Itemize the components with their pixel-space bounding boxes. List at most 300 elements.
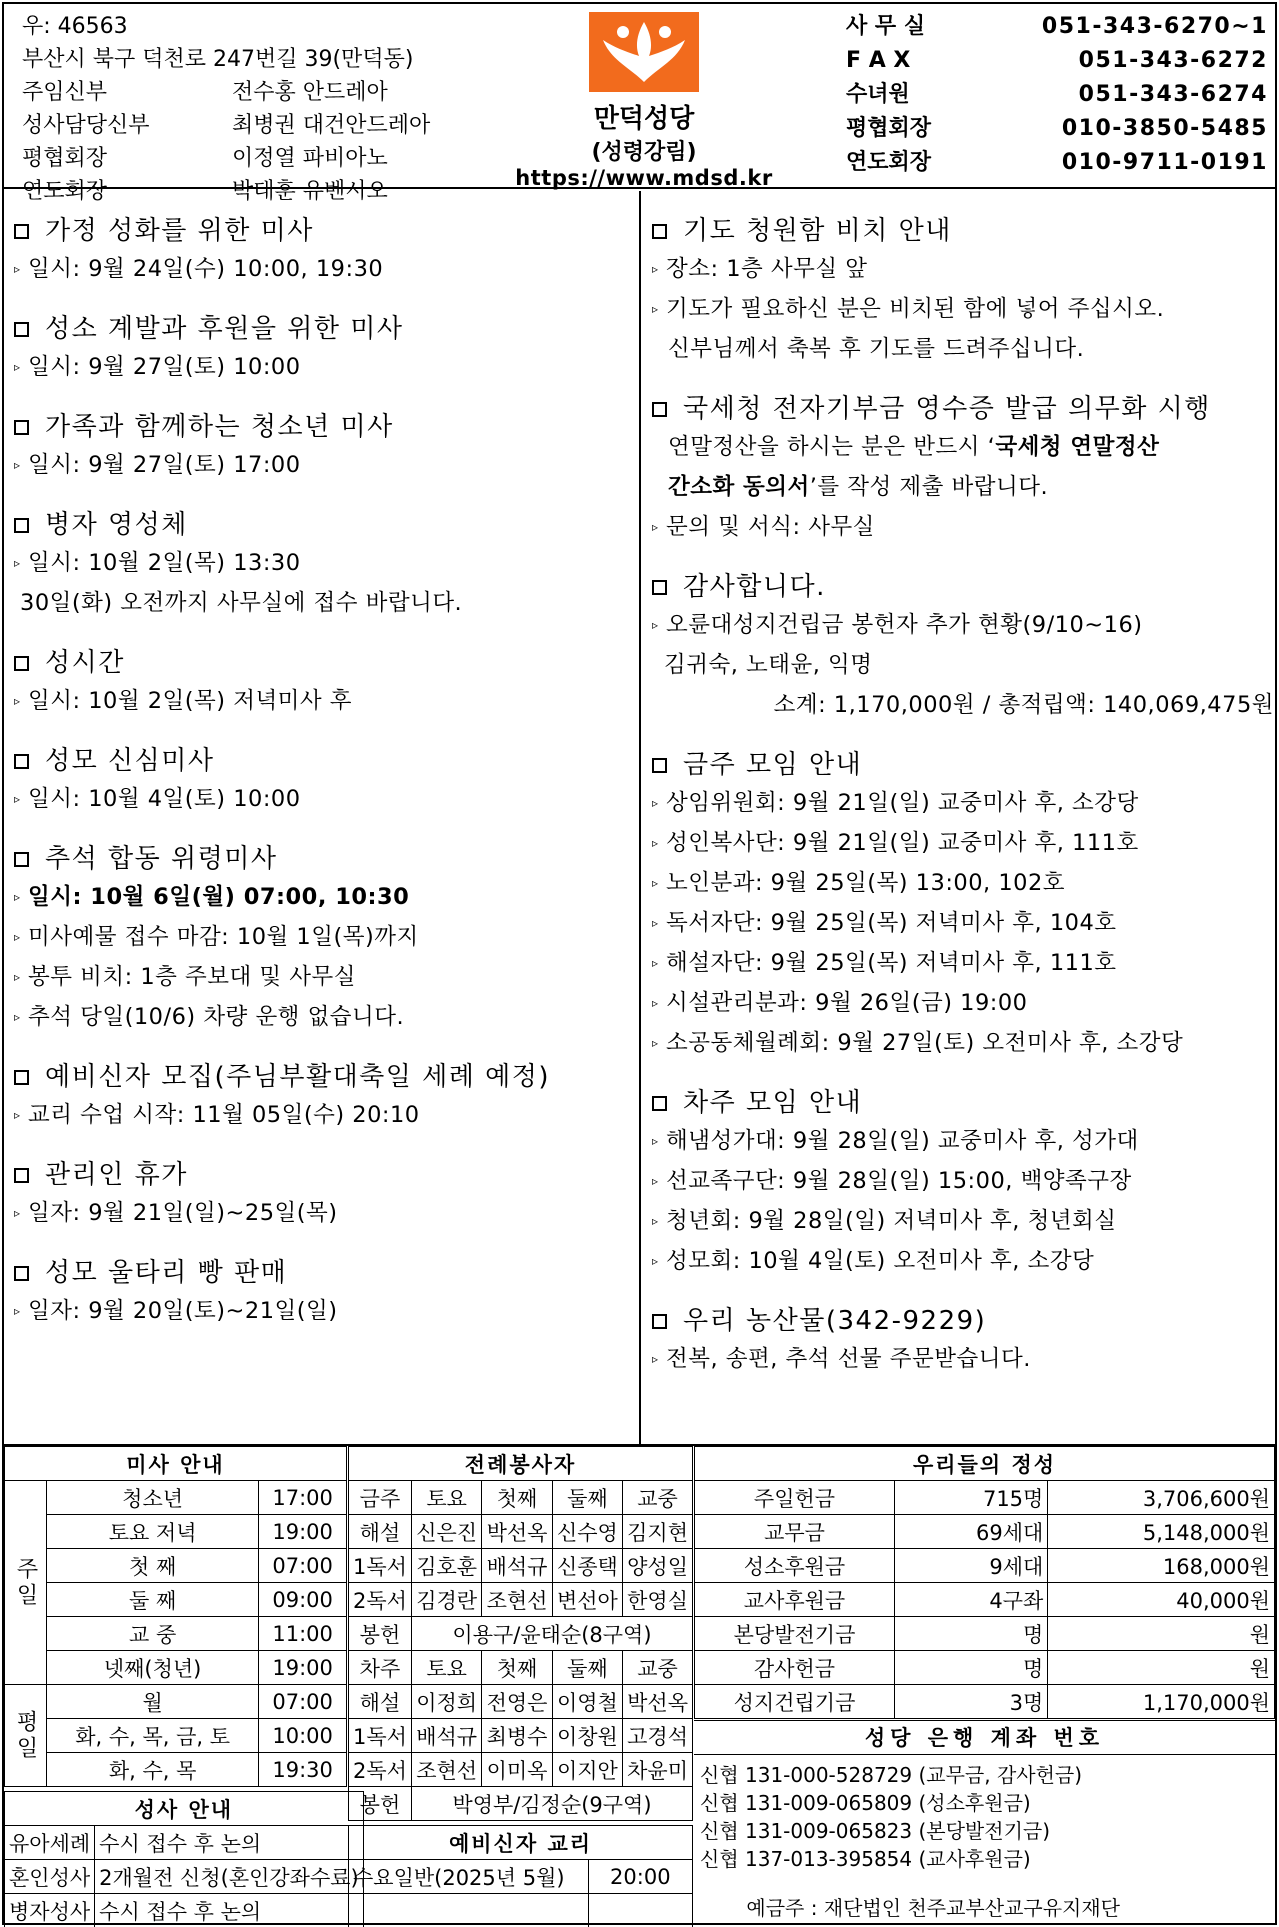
notice-line-text: 간소화 동의서’를 작성 제출 바랍니다. — [668, 474, 1049, 500]
notice-line — [652, 249, 1274, 289]
servers-row — [349, 1549, 693, 1583]
offerings-title: 우리들의 정성 — [695, 1447, 1275, 1481]
mass-time: 10:00 — [259, 1719, 347, 1753]
bullet-triangle-icon: ▹ — [14, 1206, 21, 1220]
notice-section — [14, 213, 634, 289]
notice-title — [652, 391, 1274, 427]
server-name: 이미옥 — [482, 1753, 552, 1787]
notice-line-text: 일시: 9월 27일(토) 10:00 — [28, 354, 301, 380]
notice-line — [14, 917, 634, 957]
bullet-triangle-icon: ▹ — [652, 916, 659, 930]
bullet-triangle-icon: ▹ — [652, 262, 659, 276]
bullet-triangle-icon: ▹ — [652, 1254, 659, 1268]
notice-line — [14, 445, 634, 485]
bullet-triangle-icon: ▹ — [652, 836, 659, 850]
offering-count: 715명 — [895, 1481, 1048, 1515]
notice-title — [652, 213, 1274, 249]
mass-row — [5, 1583, 347, 1617]
offering-amount: 원 — [1048, 1617, 1275, 1651]
notice-title — [14, 311, 634, 347]
catechism-row — [349, 1894, 693, 1927]
offerings-table — [694, 1446, 1275, 1719]
notice-line — [14, 347, 634, 387]
checkbox-square-icon — [14, 322, 29, 337]
offering-names: 박영부/김정순(9구역) — [411, 1787, 692, 1821]
notice-title-text: 우리 농산물(342-9229) — [683, 1306, 987, 1336]
checkbox-square-icon — [14, 754, 29, 769]
offering-count: 명 — [895, 1617, 1048, 1651]
parish-info-value: 전수홍 안드레아 — [232, 80, 388, 105]
servers-header-row — [349, 1481, 693, 1515]
servers-header-row — [349, 1651, 693, 1685]
notice-line — [652, 1023, 1274, 1063]
sacrament-name: 병자성사 — [5, 1894, 95, 1927]
offering-amount: 168,000원 — [1048, 1549, 1275, 1583]
notice-title-text: 성소 계발과 후원을 위한 미사 — [45, 314, 404, 344]
bullet-triangle-icon: ▹ — [652, 956, 659, 970]
bullet-triangle-icon: ▹ — [652, 876, 659, 890]
parish-subtitle: (성령강림) — [591, 140, 697, 165]
offering-row — [695, 1549, 1275, 1583]
notice-line — [652, 289, 1274, 329]
offering-count: 명 — [895, 1651, 1048, 1685]
offering-row — [695, 1481, 1275, 1515]
notice-line-text: 미사예물 접수 마감: 10월 1일(목)까지 — [28, 924, 419, 950]
contact-label: F A X — [846, 48, 911, 73]
parish-info-row — [22, 76, 430, 109]
contact-number[interactable]: 010-9711-0191 — [1061, 150, 1268, 175]
bullet-triangle-icon: ▹ — [652, 1174, 659, 1188]
checkbox-square-icon — [14, 518, 29, 533]
weekday-label: 평일 — [5, 1685, 47, 1787]
notice-title — [652, 1303, 1274, 1339]
offering-row — [695, 1651, 1275, 1685]
notice-line-text: 전복, 송편, 추석 선물 주문받습니다. — [666, 1346, 1031, 1372]
server-name: 배석규 — [411, 1719, 481, 1753]
sacrament-name: 유아세례 — [5, 1826, 95, 1860]
parish-logo — [509, 12, 779, 190]
notice-line-text: 장소: 1층 사무실 앞 — [666, 256, 868, 282]
offering-row — [695, 1583, 1275, 1617]
sacrament-row — [5, 1826, 364, 1860]
notice-line — [652, 1201, 1274, 1241]
parish-info-row — [22, 10, 430, 43]
bullet-triangle-icon: ▹ — [14, 970, 21, 984]
server-name: 차윤미 — [623, 1753, 693, 1787]
catechism-title: 예비신자 교리 — [349, 1826, 693, 1860]
notice-column-right — [652, 213, 1274, 1401]
bank-holder: 예금주 : 재단법인 천주교부산교구유지재단 — [746, 1896, 1120, 1920]
parish-info-label: 성사담당신부 — [22, 113, 150, 138]
bullet-triangle-icon: ▹ — [14, 694, 21, 708]
notice-line — [14, 1193, 634, 1233]
mass-name: 월 — [46, 1685, 258, 1719]
notice-title-text: 감사합니다. — [683, 572, 826, 602]
servers-header-cell: 토요 — [411, 1481, 481, 1515]
notice-section — [14, 645, 634, 721]
servers-header-cell: 둘째 — [552, 1651, 622, 1685]
server-name: 신수영 — [552, 1515, 622, 1549]
notice-line — [14, 957, 634, 997]
servers-row — [349, 1685, 693, 1719]
notice-title-text: 관리인 휴가 — [45, 1160, 188, 1190]
notice-line-text: 일시: 9월 27일(토) 17:00 — [28, 452, 301, 478]
server-role: 2독서 — [349, 1753, 412, 1787]
offering-label: 봉헌 — [349, 1787, 412, 1821]
sacrament-name: 혼인성사 — [5, 1860, 95, 1894]
notice-line-text: 해냄성가대: 9월 28일(일) 교중미사 후, 성가대 — [666, 1128, 1139, 1154]
mass-time: 19:30 — [259, 1753, 347, 1787]
liturgy-servers-title: 전례봉사자 — [349, 1447, 693, 1481]
notice-section — [14, 1255, 634, 1331]
notice-line-text: 일시: 10월 2일(목) 저녁미사 후 — [28, 688, 353, 714]
notice-line — [652, 427, 1274, 467]
sacrament-title: 성사 안내 — [5, 1792, 364, 1826]
checkbox-square-icon — [14, 420, 29, 435]
offering-count: 4구좌 — [895, 1583, 1048, 1617]
offering-label: 봉헌 — [349, 1617, 412, 1651]
notice-section — [652, 1085, 1274, 1281]
checkbox-square-icon — [14, 1266, 29, 1281]
notice-section — [652, 1303, 1274, 1379]
server-name: 최병수 — [482, 1719, 552, 1753]
offering-type: 교사후원금 — [695, 1583, 895, 1617]
notice-line-text: 선교족구단: 9월 28일(일) 15:00, 백양족구장 — [666, 1168, 1132, 1194]
server-name: 박선옥 — [482, 1515, 552, 1549]
mass-row — [5, 1515, 347, 1549]
notice-line-text: 소공동체월례회: 9월 27일(토) 오전미사 후, 소강당 — [666, 1030, 1184, 1056]
contact-label: 사 무 실 — [846, 14, 926, 39]
notice-line — [652, 1161, 1274, 1201]
bank-account-line: 신협 131-009-065809 (성소후원금) — [700, 1791, 1031, 1815]
bullet-triangle-icon: ▹ — [652, 1134, 659, 1148]
bullet-triangle-icon: ▹ — [14, 1010, 21, 1024]
parish-info-row — [22, 109, 430, 142]
mass-time: 07:00 — [259, 1685, 347, 1719]
mass-name: 청소년 — [46, 1481, 258, 1515]
servers-header-cell: 첫째 — [482, 1481, 552, 1515]
notice-section — [14, 507, 634, 623]
parish-info-row — [22, 43, 430, 76]
server-name: 박선옥 — [623, 1685, 693, 1719]
server-name: 조현선 — [411, 1753, 481, 1787]
notice-line — [652, 823, 1274, 863]
parish-info — [22, 10, 430, 208]
bullet-triangle-icon: ▹ — [14, 360, 21, 374]
column-divider — [639, 191, 641, 1444]
notice-column-left — [14, 213, 634, 1353]
notice-title — [14, 1157, 634, 1193]
mass-schedule-table — [4, 1446, 347, 1787]
bullet-triangle-icon: ▹ — [14, 1304, 21, 1318]
servers-header-cell: 교중 — [623, 1651, 693, 1685]
server-name: 이영철 — [552, 1685, 622, 1719]
notice-line-text: 소계: 1,170,000원 / 총적립액: 140,069,475원 — [773, 692, 1274, 718]
bullet-triangle-icon: ▹ — [14, 262, 21, 276]
servers-header-cell: 차주 — [349, 1651, 412, 1685]
notice-line — [652, 645, 1274, 685]
notice-line-text: 김귀숙, 노태윤, 익명 — [664, 652, 873, 678]
catechism-class — [349, 1894, 589, 1927]
offering-amount: 원 — [1048, 1651, 1275, 1685]
server-role: 1독서 — [349, 1549, 412, 1583]
parish-info-value: 최병권 대건안드레아 — [232, 113, 431, 138]
contact-row — [846, 146, 1268, 180]
contact-number[interactable]: 051-343-6272 — [1078, 48, 1268, 73]
mass-time: 19:00 — [259, 1651, 347, 1685]
bulletin-header — [4, 4, 1275, 204]
checkbox-square-icon — [14, 656, 29, 671]
contact-number[interactable]: 010-3850-5485 — [1061, 116, 1268, 141]
notice-title-text: 성시간 — [45, 648, 125, 678]
notice-line — [14, 249, 634, 289]
servers-header-cell: 둘째 — [552, 1481, 622, 1515]
offering-names: 이용구/윤태순(8구역) — [411, 1617, 692, 1651]
server-name: 조현선 — [482, 1583, 552, 1617]
contact-row — [846, 78, 1268, 112]
notice-line-text: 청년회: 9월 28일(일) 저녁미사 후, 청년회실 — [666, 1208, 1117, 1234]
notice-line-text: 일시: 9월 24일(수) 10:00, 19:30 — [28, 256, 384, 282]
servers-header-cell: 금주 — [349, 1481, 412, 1515]
notice-section — [14, 743, 634, 819]
mass-name: 첫 째 — [46, 1549, 258, 1583]
notice-line-text: 일자: 9월 20일(토)~21일(일) — [28, 1298, 338, 1324]
notice-line-text: 일자: 9월 21일(일)~25일(목) — [28, 1200, 338, 1226]
bank-account-line: 신협 131-009-065823 (본당발전기금) — [700, 1819, 1051, 1843]
server-name: 이지안 — [552, 1753, 622, 1787]
mass-name: 화, 수, 목, 금, 토 — [46, 1719, 258, 1753]
contact-label: 평협회장 — [846, 116, 932, 141]
bullet-triangle-icon: ▹ — [652, 1036, 659, 1050]
notice-line-text: 추석 당일(10/6) 차량 운행 없습니다. — [28, 1004, 405, 1030]
contact-number[interactable]: 051-343-6270~1 — [1041, 14, 1268, 39]
offering-type: 성지건립기금 — [695, 1685, 895, 1719]
bullet-triangle-icon: ▹ — [14, 556, 21, 570]
notice-line-text: 연말정산을 하시는 분은 반드시 ‘국세청 연말정산 — [668, 434, 1160, 460]
offering-count: 9세대 — [895, 1549, 1048, 1583]
parish-url[interactable]: https://www.mdsd.kr — [515, 166, 773, 190]
offering-type: 본당발전기금 — [695, 1617, 895, 1651]
mass-time: 07:00 — [259, 1549, 347, 1583]
contact-row — [846, 10, 1268, 44]
notice-section — [14, 311, 634, 387]
offering-amount: 40,000원 — [1048, 1583, 1275, 1617]
notice-line-text: 독서자단: 9월 25일(목) 저녁미사 후, 104호 — [666, 910, 1117, 936]
catechism-class: 수요일반(2025년 5월) — [349, 1860, 589, 1894]
notice-section — [14, 841, 634, 1037]
offering-row — [695, 1515, 1275, 1549]
offering-type: 주일헌금 — [695, 1481, 895, 1515]
notice-title-text: 추석 합동 위령미사 — [45, 844, 278, 874]
mass-time: 09:00 — [259, 1583, 347, 1617]
notice-section — [14, 1157, 634, 1233]
mass-row — [5, 1617, 347, 1651]
notice-title-text: 국세청 전자기부금 영수증 발급 의무화 시행 — [683, 394, 1211, 424]
bullet-triangle-icon: ▹ — [14, 930, 21, 944]
server-name: 양성일 — [623, 1549, 693, 1583]
catechism-time: 20:00 — [588, 1860, 692, 1894]
server-name: 이창원 — [552, 1719, 622, 1753]
notice-title — [14, 507, 634, 543]
notice-title-text: 성모 울타리 빵 판매 — [45, 1258, 288, 1288]
servers-offering-row — [349, 1617, 693, 1651]
notice-line — [652, 783, 1274, 823]
contact-label: 연도회장 — [846, 150, 932, 175]
offering-amount: 5,148,000원 — [1048, 1515, 1275, 1549]
mass-time: 17:00 — [259, 1481, 347, 1515]
checkbox-square-icon — [652, 1314, 667, 1329]
server-name: 변선아 — [552, 1583, 622, 1617]
mass-row — [5, 1719, 347, 1753]
notice-line — [14, 1291, 634, 1331]
bank-account-box — [694, 1720, 1275, 1927]
parish-info-value: 박태훈 유벤시오 — [232, 179, 388, 204]
notice-title-text: 성모 신심미사 — [45, 746, 215, 776]
notice-line — [652, 329, 1274, 369]
bullet-triangle-icon: ▹ — [652, 302, 659, 316]
checkbox-square-icon — [652, 758, 667, 773]
notice-line-text: 기도가 필요하신 분은 비치된 함에 넣어 주십시오. — [666, 296, 1165, 322]
notice-title-text: 예비신자 모집(주님부활대축일 세례 예정) — [45, 1062, 551, 1092]
bullet-triangle-icon: ▹ — [652, 1352, 659, 1366]
checkbox-square-icon — [14, 224, 29, 239]
server-name: 김호훈 — [411, 1549, 481, 1583]
offering-type: 감사헌금 — [695, 1651, 895, 1685]
bank-account-line: 신협 137-013-395854 (교사후원금) — [700, 1847, 1031, 1871]
bullet-triangle-icon: ▹ — [652, 996, 659, 1010]
contact-number[interactable]: 051-343-6274 — [1078, 82, 1268, 107]
notice-section — [652, 213, 1274, 369]
notice-title-text: 가족과 함께하는 청소년 미사 — [45, 412, 394, 442]
mass-row — [5, 1685, 347, 1719]
mass-row — [5, 1481, 347, 1515]
server-name: 배석규 — [482, 1549, 552, 1583]
bank-account-line: 신협 131-000-528729 (교무금, 감사헌금) — [700, 1763, 1083, 1787]
bullet-triangle-icon: ▹ — [652, 796, 659, 810]
notice-line-text: 상임위원회: 9월 21일(일) 교중미사 후, 소강당 — [666, 790, 1139, 816]
server-name: 한영실 — [623, 1583, 693, 1617]
bullet-triangle-icon: ▹ — [14, 890, 21, 904]
servers-header-cell: 교중 — [623, 1481, 693, 1515]
sunday-label: 주일 — [5, 1481, 47, 1685]
notice-line-text: 봉투 비치: 1층 주보대 및 사무실 — [28, 964, 356, 990]
dove-flame-logo-icon — [589, 12, 699, 92]
notice-line-text: 문의 및 서식: 사무실 — [666, 514, 875, 540]
notice-line — [14, 1095, 634, 1135]
parish-info-label: 주임신부 — [22, 80, 108, 105]
contact-row — [846, 44, 1268, 78]
contact-row — [846, 112, 1268, 146]
notice-line-text: 노인분과: 9월 25일(목) 13:00, 102호 — [666, 870, 1066, 896]
sacrament-row — [5, 1894, 364, 1927]
catechism-row — [349, 1860, 693, 1894]
notice-title — [14, 1059, 634, 1095]
mass-name: 넷째(청년) — [46, 1651, 258, 1685]
server-name: 이정희 — [411, 1685, 481, 1719]
notice-line — [652, 983, 1274, 1023]
notice-title-text: 기도 청원함 비치 안내 — [683, 216, 952, 246]
notice-title — [14, 841, 634, 877]
notice-line-text: 일시: 10월 2일(목) 13:30 — [28, 550, 301, 576]
notice-line-text: 오륜대성지건립금 봉헌자 추가 현황(9/10~16) — [666, 612, 1143, 638]
offering-amount: 1,170,000원 — [1048, 1685, 1275, 1719]
bullet-triangle-icon: ▹ — [652, 520, 659, 534]
notice-line — [14, 997, 634, 1037]
notice-line — [14, 583, 634, 623]
notice-line — [652, 943, 1274, 983]
parish-info-label: 우: 46563 — [22, 14, 128, 39]
notice-line — [14, 877, 634, 917]
bullet-triangle-icon: ▹ — [14, 1108, 21, 1122]
mass-name: 토요 저녁 — [46, 1515, 258, 1549]
notice-line — [652, 863, 1274, 903]
bullet-triangle-icon: ▹ — [652, 1214, 659, 1228]
checkbox-square-icon — [652, 580, 667, 595]
mass-name: 교 중 — [46, 1617, 258, 1651]
bank-account-list — [694, 1755, 1275, 1873]
catechism-time — [588, 1894, 692, 1927]
bullet-triangle-icon: ▹ — [652, 618, 659, 632]
servers-offering-row — [349, 1787, 693, 1821]
notice-line — [652, 1241, 1274, 1281]
mass-time: 11:00 — [259, 1617, 347, 1651]
servers-header-cell: 토요 — [411, 1651, 481, 1685]
notice-line-text: 교리 수업 시작: 11월 05일(수) 20:10 — [28, 1102, 420, 1128]
notice-title — [652, 569, 1274, 605]
notice-line — [652, 685, 1274, 725]
parish-info-label: 평협회장 — [22, 146, 108, 171]
notice-title-text: 가정 성화를 위한 미사 — [45, 216, 314, 246]
bulletin-page — [2, 2, 1277, 1925]
notice-title — [14, 743, 634, 779]
offering-count: 69세대 — [895, 1515, 1048, 1549]
notice-line-text: 30일(화) 오전까지 사무실에 접수 바랍니다. — [20, 590, 463, 616]
offering-amount: 3,706,600원 — [1048, 1481, 1275, 1515]
notice-title — [652, 1085, 1274, 1121]
offering-type: 교무금 — [695, 1515, 895, 1549]
checkbox-square-icon — [652, 1096, 667, 1111]
notice-line — [652, 605, 1274, 645]
mass-name: 화, 수, 목 — [46, 1753, 258, 1787]
notice-line — [14, 681, 634, 721]
sacrament-note: 수시 접수 후 논의 — [95, 1826, 364, 1860]
parish-info-value: 이정열 파비아노 — [232, 146, 388, 171]
bullet-triangle-icon: ▹ — [14, 792, 21, 806]
mass-time: 19:00 — [259, 1515, 347, 1549]
notice-title — [14, 409, 634, 445]
servers-row — [349, 1583, 693, 1617]
sacrament-note: 2개월전 신청(혼인강좌수료) — [95, 1860, 364, 1894]
notice-line — [652, 1339, 1274, 1379]
liturgy-servers-table — [348, 1446, 693, 1821]
mass-row — [5, 1753, 347, 1787]
notice-section — [14, 1059, 634, 1135]
parish-name: 만덕성당 — [593, 104, 695, 134]
offering-count: 3명 — [895, 1685, 1048, 1719]
checkbox-square-icon — [14, 852, 29, 867]
info-tables — [4, 1444, 1275, 1927]
checkbox-square-icon — [14, 1168, 29, 1183]
contact-label: 수녀원 — [846, 82, 910, 107]
notice-title — [652, 747, 1274, 783]
parish-info-row — [22, 142, 430, 175]
notice-line-text: 해설자단: 9월 25일(목) 저녁미사 후, 111호 — [666, 950, 1117, 976]
notice-line-text: 일시: 10월 4일(토) 10:00 — [28, 786, 301, 812]
mass-row — [5, 1549, 347, 1583]
notice-title — [14, 645, 634, 681]
notice-line-text: 신부님께서 축복 후 기도를 드려주십니다. — [668, 336, 1085, 362]
notice-section — [14, 409, 634, 485]
